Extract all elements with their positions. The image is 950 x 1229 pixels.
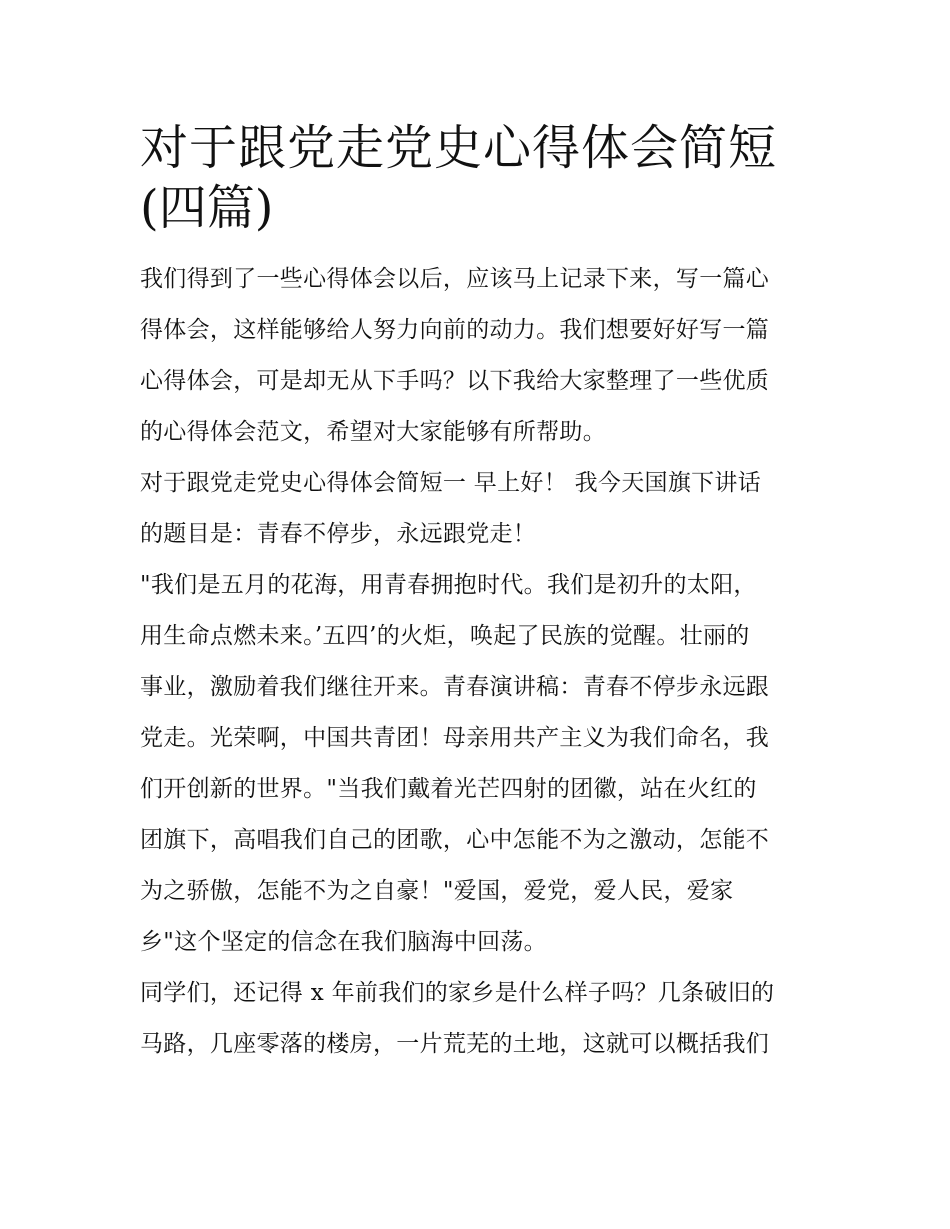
title-line: 对于跟党走党史心得体会简短: [140, 120, 778, 176]
document-title: [140, 118, 812, 238]
text-line: 得体会，这样能够给人努力向前的动力。我们想要好好写一篇: [140, 317, 770, 343]
text-line: 马路，几座零落的楼房，一片荒芜的土地，这就可以概括我们: [140, 1031, 770, 1057]
text-line: 的心得体会范文，希望对大家能够有所帮助。: [140, 419, 606, 445]
text-line: 的题目是：青春不停步，永远跟党走！: [140, 521, 537, 547]
text-line: 事业，激励着我们继往开来。青春演讲稿：青春不停步永远跟: [140, 674, 770, 700]
document-body: [140, 254, 812, 1070]
text-line: 乡"这个坚定的信念在我们脑海中回荡。: [140, 929, 547, 955]
text-line: 党走。光荣啊，中国共青团！母亲用共产主义为我们命名，我: [140, 725, 770, 751]
text-line: 心得体会，可是却无从下手吗？以下我给大家整理了一些优质: [140, 368, 770, 394]
text-line: 对于跟党走党史心得体会简短一 早上好！ 我今天国旗下讲话: [140, 470, 762, 496]
text-line: 为之骄傲，怎能不为之自豪！"爱国，爱党，爱人民，爱家: [140, 878, 734, 904]
text-line: 用生命点燃未来。’五四’的火炬，唤起了民族的觉醒。壮丽的: [140, 623, 750, 649]
paragraph-intro: [140, 254, 812, 458]
text-line: 同学们，还记得 x 年前我们的家乡是什么样子吗？几条破旧的: [140, 980, 775, 1006]
paragraph-quote: [140, 560, 812, 968]
text-line: 我们得到了一些心得体会以后，应该马上记录下来，写一篇心: [140, 266, 770, 292]
text-line: 们开创新的世界。"当我们戴着光芒四射的团徽，站在火红的: [140, 776, 757, 802]
text-line: 团旗下，高唱我们自己的团歌，心中怎能不为之激动，怎能不: [140, 827, 770, 853]
paragraph-hometown: [140, 968, 812, 1070]
title-line: (四篇): [140, 180, 274, 236]
paragraph-speech-opening: [140, 458, 812, 560]
document-page: [140, 118, 812, 1070]
text-line: "我们是五月的花海，用青春拥抱时代。我们是初升的太阳，: [140, 572, 757, 598]
